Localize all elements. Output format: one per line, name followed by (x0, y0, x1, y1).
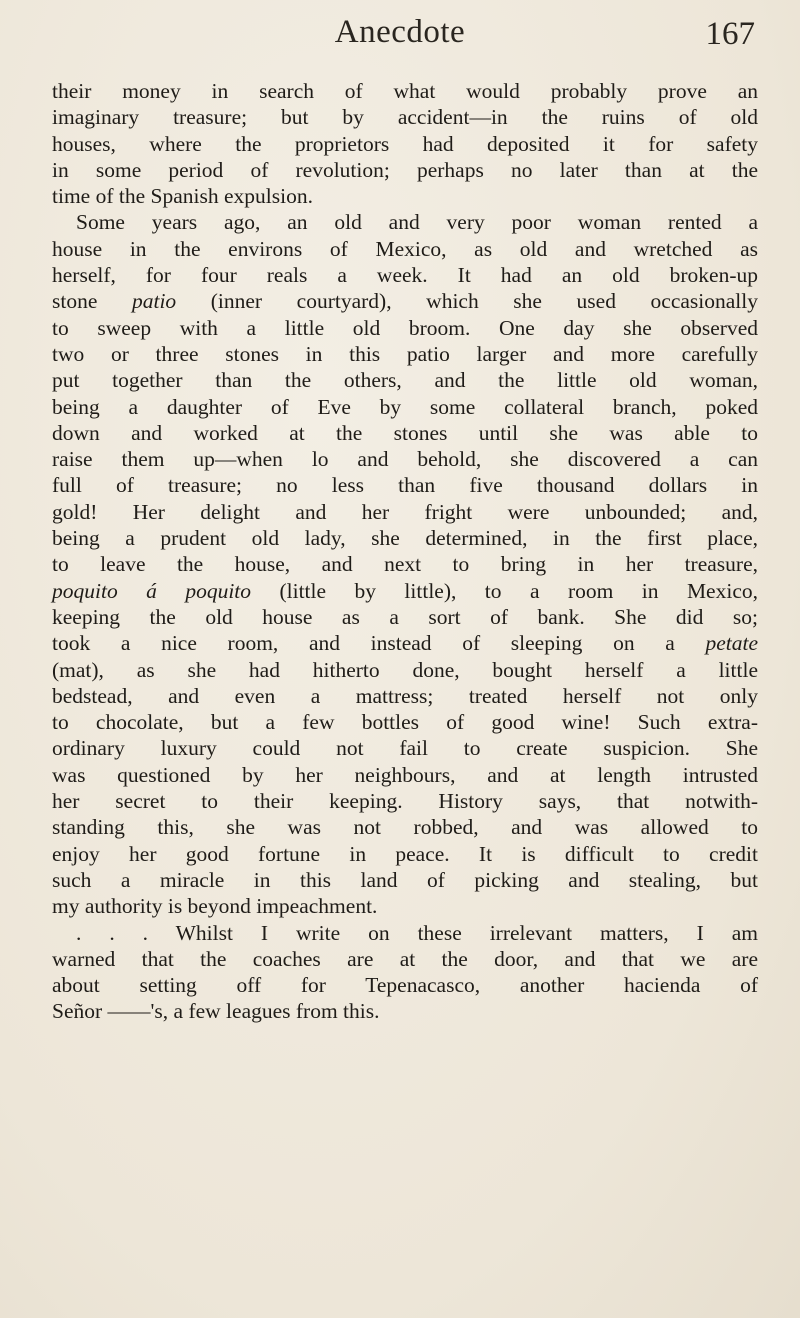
running-title: Anecdote (334, 14, 466, 50)
text-line: was questioned by her neighbours, and at length intrusted (52, 762, 758, 787)
text-line: two or three stones in this patio larger and more carefully (52, 341, 758, 366)
text-line: warned that the coaches are at the door, and that we are (52, 946, 758, 971)
text-line: time of the Spanish expulsion. (52, 184, 313, 209)
text-line: being a prudent old lady, she determined, in the first place, (52, 526, 758, 551)
text-line: in some period of revolution; perhaps no later than at the (52, 157, 758, 182)
text-line: poquito á poquito (little by little), to a room in Mexico, (52, 578, 758, 603)
text-line: full of treasure; no less than five thousand dollars in (52, 473, 758, 498)
text-line: to sweep with a little old broom. One day she observed (52, 315, 758, 340)
page-header (0, 14, 800, 74)
text-line: her secret to their keeping. History says, that notwith- (52, 789, 758, 814)
page-number: 167 (705, 16, 755, 52)
text-line: their money in search of what would probably prove an (52, 79, 758, 103)
body-text (52, 78, 758, 1025)
text-line: keeping the old house as a sort of bank. She did so; (52, 604, 758, 629)
text-line: took a nice room, and instead of sleeping on a petate (52, 631, 758, 656)
text-line: house in the environs of Mexico, as old and wretched as (52, 236, 758, 261)
text-line: put together than the others, and the little old woman, (52, 368, 758, 393)
text-line: Some years ago, an old and very poor woman rented a (76, 210, 758, 235)
text-line: herself, for four reals a week. It had an old broken-up (52, 263, 758, 288)
text-line: enjoy her good fortune in peace. It is difficult to credit (52, 841, 758, 866)
text-line: raise them up—when lo and behold, she discovered a can (52, 447, 758, 472)
text-line: . . . Whilst I write on these irrelevant matters, I am (76, 920, 758, 945)
text-line: down and worked at the stones until she was able to (52, 420, 758, 445)
text-line: stone patio (inner courtyard), which she used occasionally (52, 289, 758, 314)
text-line: (mat), as she had hitherto done, bought herself a little (52, 657, 758, 682)
text-line: to chocolate, but a few bottles of good wine! Such extra- (52, 710, 758, 735)
text-line: being a daughter of Eve by some collateral branch, poked (52, 394, 758, 419)
text-line: houses, where the proprietors had deposited it for safety (52, 131, 758, 156)
text-line: imaginary treasure; but by accident—in the ruins of old (52, 105, 758, 130)
text-line: standing this, she was not robbed, and was allowed to (52, 815, 758, 840)
text-line: such a miracle in this land of picking and stealing, but (52, 867, 758, 892)
text-line: to leave the house, and next to bring in her treasure, (52, 552, 758, 577)
text-line: bedstead, and even a mattress; treated herself not only (52, 683, 758, 708)
text-line: my authority is beyond impeachment. (52, 894, 378, 919)
text-line: Señor ——'s, a few leagues from this. (52, 999, 380, 1024)
text-line: ordinary luxury could not fail to create suspicion. She (52, 736, 758, 761)
text-line: gold! Her delight and her fright were unbounded; and, (52, 499, 758, 524)
text-line: about setting off for Tepenacasco, another hacienda of (52, 973, 758, 998)
